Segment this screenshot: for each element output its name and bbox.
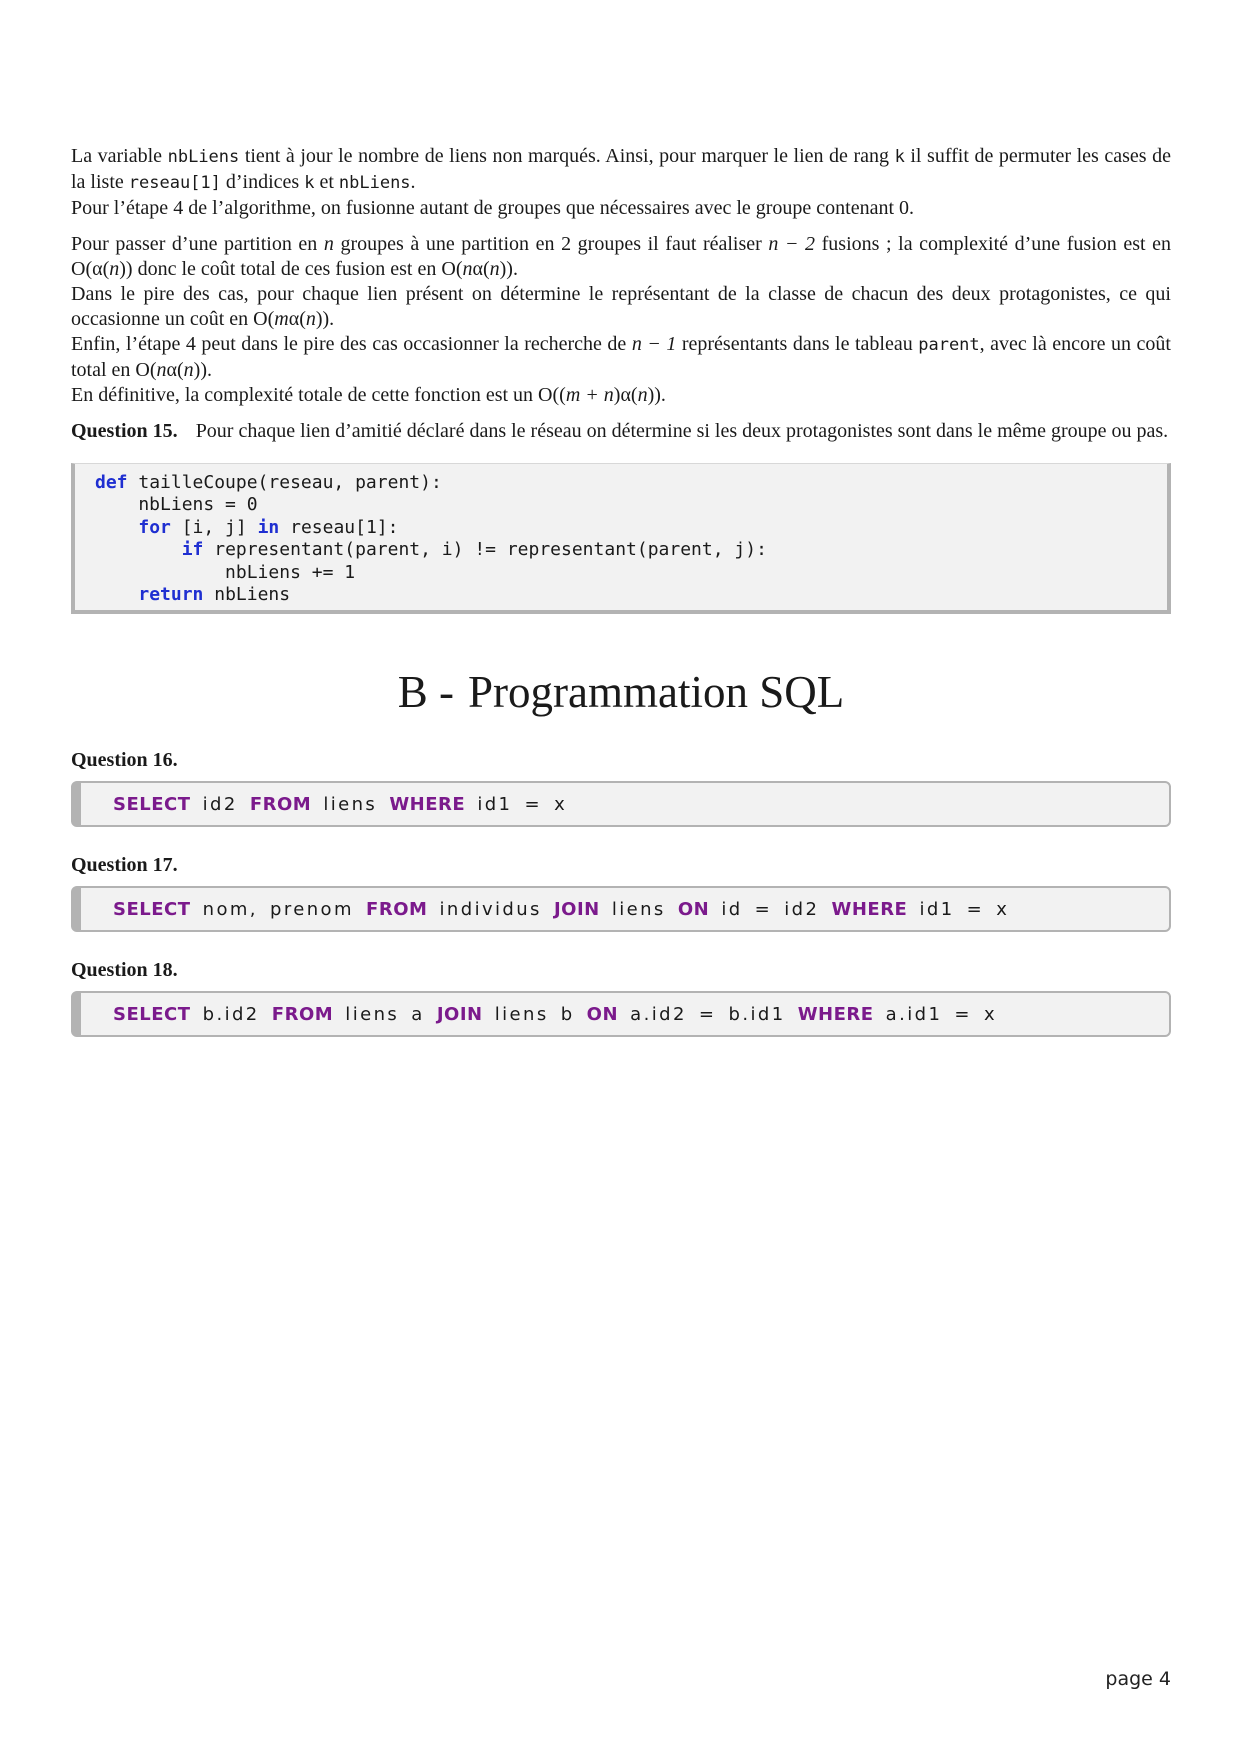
- text-run: il suffit de permuter les cases de la liste: [71, 145, 1172, 193]
- math-var: n: [637, 384, 648, 406]
- sql-keyword: ON: [586, 1003, 619, 1025]
- section-title-text: Programmation SQL: [468, 667, 845, 717]
- intro-paragraph-1: [71, 144, 1171, 196]
- sql-text: a.id2 = b.id1: [618, 1003, 798, 1025]
- question-15: [71, 419, 1171, 444]
- sql-keyword: FROM: [366, 898, 428, 920]
- sql-keyword: SELECT: [113, 1003, 191, 1025]
- code-indent: [95, 539, 182, 560]
- question-18-label: Question 18.: [71, 959, 178, 981]
- sql-text: liens a: [333, 1003, 437, 1025]
- math-var: n: [462, 258, 473, 280]
- text-run: )α(: [613, 384, 638, 406]
- sql-keyword: FROM: [271, 1003, 334, 1025]
- text-run: tient à jour le nombre de liens non marqués. Ainsi, pour marquer le lien de rang: [239, 145, 895, 167]
- text-run: groupes à une partition en 2 groupes il faut réaliser: [333, 233, 769, 255]
- complexity-paragraphs: [71, 232, 1171, 408]
- code-text: nbLiens = 0: [95, 494, 258, 516]
- question-17-label: Question 17.: [71, 854, 178, 876]
- text-run: Enfin, l’étape 4 peut dans le pire des cas occasionner la recherche de: [71, 333, 632, 355]
- math-var: n: [183, 359, 194, 381]
- text-run: )) donc le coût total de ces fusion est en O(: [119, 258, 463, 280]
- text-run: Dans le pire des cas, pour chaque lien présent on détermine le représentant de la classe de chacun des deux protagonistes, ce qui occasionne un coût en O(: [71, 283, 1171, 330]
- inline-code: nbLiens: [167, 147, 240, 167]
- sql-text: individus: [427, 898, 554, 920]
- math-var: m: [274, 308, 289, 330]
- text-run: )).: [315, 308, 335, 330]
- code-keyword: def: [95, 472, 128, 493]
- python-code-block: [71, 463, 1171, 614]
- inline-code: nbLiens: [338, 173, 411, 193]
- text-run: α(: [166, 359, 184, 381]
- page-content: [71, 144, 1171, 1063]
- math-expr: n − 2: [768, 233, 816, 255]
- code-keyword: return: [138, 584, 204, 606]
- code-keyword: for: [138, 516, 171, 538]
- math-expr: n − 1: [631, 333, 677, 355]
- sql-text: id1 = x: [465, 793, 568, 815]
- inline-code: reseau[1]: [128, 173, 221, 193]
- inline-code: k: [894, 147, 905, 167]
- sql-keyword: SELECT: [113, 793, 191, 815]
- text-run: La variable: [71, 145, 168, 167]
- sql-keyword: ON: [677, 898, 710, 920]
- sql-block-q16: [71, 781, 1171, 827]
- python-code: [95, 472, 1167, 606]
- code-text: nbLiens: [203, 584, 291, 606]
- math-expr: m + n: [565, 384, 614, 406]
- section-title: [71, 666, 1171, 718]
- text-run: d’indices: [220, 171, 305, 193]
- question-label: Question 15.: [71, 420, 178, 442]
- complexity-paragraph-4: [71, 383, 1171, 408]
- text-run: , avec là encore un coût total en O(: [71, 333, 1171, 381]
- code-text: [i, j]: [170, 516, 258, 538]
- code-text: nbLiens += 1: [95, 561, 356, 583]
- math-var: n: [156, 359, 167, 381]
- question-text: Pour chaque lien d’amitié déclaré dans le réseau on détermine si les deux protagonistes sont dans le même groupe ou pas.: [195, 420, 1169, 442]
- text-run: α(: [288, 308, 306, 330]
- intro-paragraphs: [71, 144, 1171, 221]
- math-var: n: [489, 258, 500, 280]
- code-keyword: in: [257, 516, 280, 538]
- sql-text: a.id1 = x: [873, 1003, 998, 1025]
- code-text: tailleCoupe(reseau, parent):: [127, 472, 442, 493]
- math-var: n: [323, 233, 334, 255]
- sql-block-q17: [71, 886, 1171, 932]
- complexity-paragraph-2: [71, 282, 1171, 332]
- code-indent: [95, 517, 138, 538]
- code-text: representant(parent, i) != representant(parent, j):: [203, 539, 767, 561]
- text-run: )).: [499, 258, 518, 280]
- sql-text: liens b: [482, 1003, 587, 1025]
- math-var: n: [305, 308, 316, 330]
- math-var: n: [109, 258, 120, 280]
- sql-keyword: JOIN: [553, 898, 600, 920]
- text-run: Pour passer d’une partition en: [71, 233, 324, 255]
- text-run: .: [410, 171, 416, 193]
- text-run: En définitive, la complexité totale de cette fonction est un O((: [71, 384, 566, 406]
- sql-text: liens: [599, 898, 678, 920]
- sql-keyword: WHERE: [797, 1003, 874, 1025]
- sql-text: id1 = x: [907, 898, 1010, 920]
- section-number: B -: [397, 667, 455, 717]
- sql-keyword: JOIN: [436, 1003, 483, 1025]
- sql-text: b.id2: [190, 1003, 272, 1025]
- sql-keyword: WHERE: [831, 898, 908, 920]
- sql-text: liens: [311, 793, 390, 815]
- inline-code: parent: [918, 335, 980, 355]
- text-run: α(: [472, 258, 490, 280]
- code-indent: [95, 584, 138, 605]
- complexity-paragraph-1: [71, 232, 1171, 282]
- intro-paragraph-2: Pour l’étape 4 de l’algorithme, on fusionne autant de groupes que nécessaires avec le groupe contenant 0.: [71, 197, 915, 219]
- sql-keyword: FROM: [249, 793, 312, 815]
- sql-text: id2: [190, 793, 250, 815]
- sql-text: id = id2: [709, 898, 832, 920]
- inline-code: k: [304, 173, 315, 193]
- text-run: )).: [647, 384, 666, 406]
- complexity-paragraph-3: [71, 332, 1171, 383]
- question-16-label: Question 16.: [71, 749, 178, 771]
- sql-block-q18: [71, 991, 1171, 1037]
- text-run: et: [314, 171, 339, 193]
- text-run: représentants dans le tableau: [676, 333, 919, 355]
- code-keyword: if: [181, 539, 204, 561]
- code-text: reseau[1]:: [279, 516, 399, 538]
- sql-keyword: SELECT: [113, 898, 191, 920]
- text-run: )).: [193, 359, 212, 381]
- text-run: fusions ; la complexité d’une fusion est en O(α(: [71, 233, 1171, 280]
- sql-keyword: WHERE: [389, 793, 466, 815]
- sql-text: nom, prenom: [190, 898, 367, 920]
- page-number: page 4: [1105, 1668, 1171, 1690]
